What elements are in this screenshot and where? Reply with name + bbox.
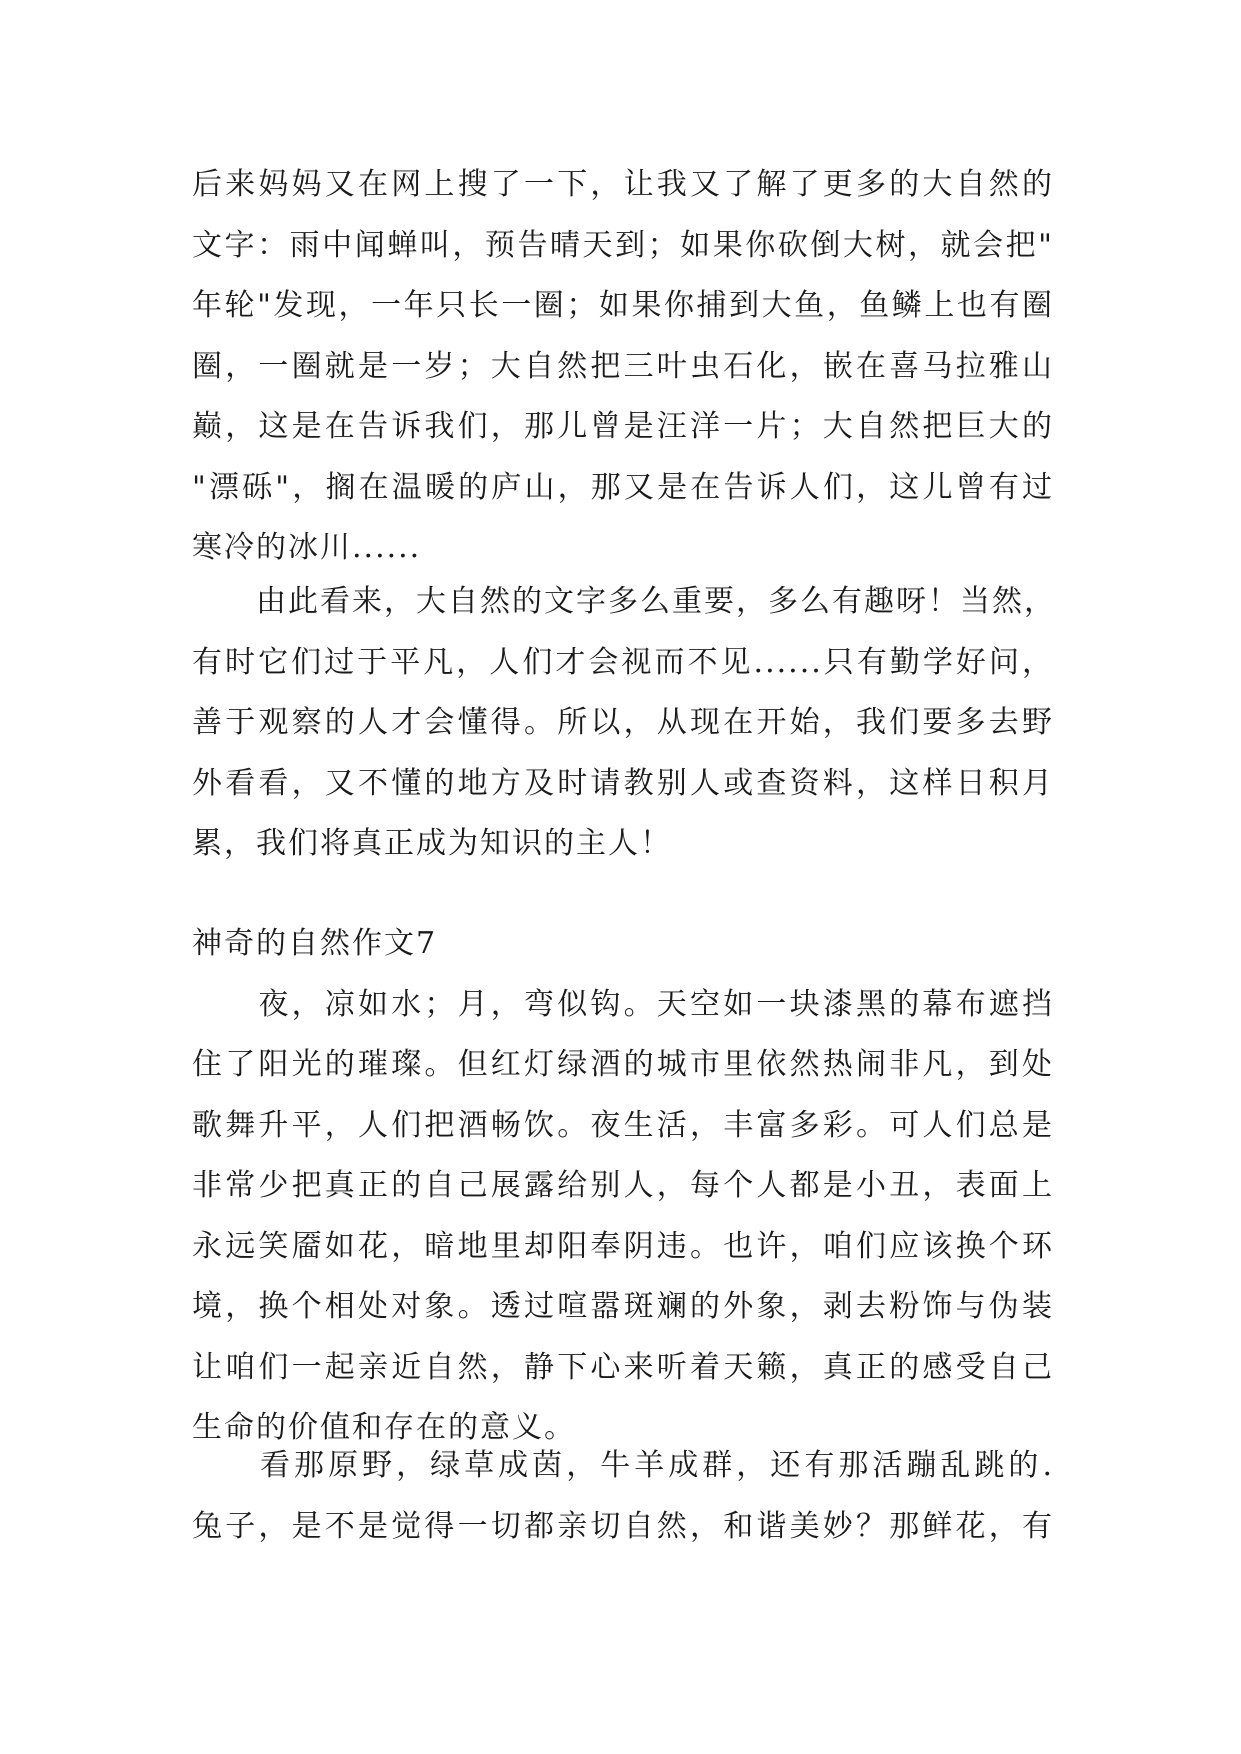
text-line: 巅，这是在告诉我们，那儿曾是汪洋一片；大自然把巨大的 bbox=[192, 409, 1054, 444]
text-line: 年轮"发现，一年只长一圈；如果你捕到大鱼，鱼鳞上也有圈 bbox=[192, 288, 1054, 323]
text-line: 非常少把真正的自己展露给别人，每个人都是小丑，表面上 bbox=[192, 1168, 1054, 1203]
text-line: 兔子，是不是觉得一切都亲切自然，和谐美妙？那鲜花，有 bbox=[192, 1508, 1054, 1544]
text-line: 后来妈妈又在网上搜了一下，让我又了解了更多的大自然的 bbox=[192, 167, 1054, 202]
text-line: 外看看，又不懂的地方及时请教别人或查资料，这样日积月 bbox=[192, 765, 1054, 801]
text-line: 善于观察的人才会懂得。所以，从现在开始，我们要多去野 bbox=[192, 705, 1054, 740]
text-line: 寒冷的冰川...... bbox=[192, 530, 422, 565]
section-heading: 神奇的自然作文7 bbox=[192, 926, 438, 961]
text-line: 永远笑靥如花，暗地里却阳奉阴违。也许，咱们应该换个环 bbox=[192, 1228, 1054, 1264]
text-line: 累，我们将真正成为知识的主人！ bbox=[192, 826, 672, 861]
essay-section-7 bbox=[192, 914, 1054, 1459]
text-line: 圈，一圈就是一岁；大自然把三叶虫石化，嵌在喜马拉雅山 bbox=[192, 348, 1054, 384]
text-line: "漂砾"，搁在温暖的庐山，那又是在告诉人们，这儿曾有过 bbox=[192, 469, 1054, 505]
paragraph-wilderness bbox=[192, 1436, 1054, 1557]
text-line: 夜，凉如水；月，弯似钩。天空如一块漆黑的幕布遮挡 bbox=[192, 986, 1054, 1022]
text-line: 歌舞升平，人们把酒畅饮。夜生活，丰富多彩。可人们总是 bbox=[192, 1107, 1054, 1143]
text-line: 生命的价值和存在的意义。 bbox=[192, 1410, 576, 1445]
text-line: 文字：雨中闻蝉叫，预告晴天到；如果你砍倒大树，就会把" bbox=[192, 227, 1054, 263]
paragraph-conclusion bbox=[192, 572, 1054, 875]
text-line: 看那原野，绿草成茵，牛羊成群，还有那活蹦乱跳的. bbox=[192, 1448, 1054, 1483]
text-line: 境，换个相处对象。透过喧嚣斑斓的外象，剥去粉饰与伪装 bbox=[192, 1289, 1054, 1324]
text-line: 由此看来，大自然的文字多么重要，多么有趣呀！当然， bbox=[192, 584, 1056, 619]
text-line: 住了阳光的璀璨。但红灯绿酒的城市里依然热闹非凡，到处 bbox=[192, 1047, 1054, 1082]
text-line: 让咱们一起亲近自然，静下心来听着天籁，真正的感受自己 bbox=[192, 1349, 1054, 1385]
text-line: 有时它们过于平凡，人们才会视而不见......只有勤学好问， bbox=[192, 644, 1054, 680]
paragraph-nature-writing bbox=[192, 155, 1054, 579]
